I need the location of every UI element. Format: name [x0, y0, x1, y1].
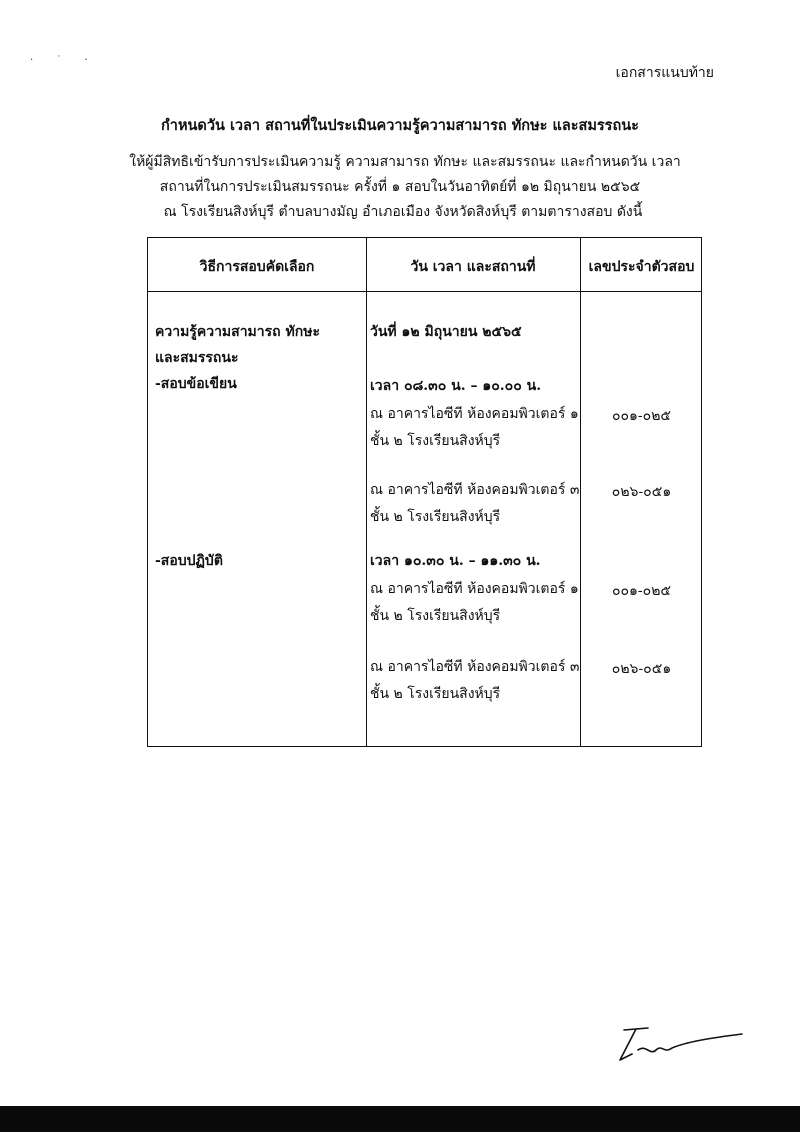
session1-room-a-floor: ชั้น ๒ โรงเรียนสิงห์บุรี — [370, 433, 501, 449]
header-divider — [148, 291, 701, 292]
intro-line-2: สถานที่ในการประเมินสมรรถนะ ครั้งที่ ๑ สอบในวันอาทิตย์ที่ ๑๒ มิถุนายน ๒๕๖๕ — [159, 179, 641, 195]
header-datetime-place: วัน เวลา และสถานที่ — [410, 259, 536, 275]
method-line-2: และสมรรถนะ — [155, 350, 239, 366]
session1-room-b-floor: ชั้น ๒ โรงเรียนสิงห์บุรี — [370, 509, 501, 525]
exam-date: วันที่ ๑๒ มิถุนายน ๒๕๖๕ — [370, 324, 522, 340]
session1-room-b-codes: ๐๒๖-๐๕๑ — [611, 484, 672, 500]
session2-time: เวลา ๑๐.๓๐ น. – ๑๑.๓๐ น. — [370, 553, 541, 569]
session1-room-b: ณ อาคารไอซีที ห้องคอมพิวเตอร์ ๓ — [370, 482, 580, 498]
exam-schedule-table — [147, 237, 702, 747]
attachment-label: เอกสารแนบท้าย — [615, 65, 714, 81]
scan-bottom-edge — [0, 1106, 800, 1132]
session2-room-b-floor: ชั้น ๒ โรงเรียนสิงห์บุรี — [370, 686, 501, 702]
handwritten-signature — [610, 1020, 750, 1070]
session1-room-a-codes: ๐๐๑-๐๒๕ — [611, 408, 672, 424]
column-divider — [366, 238, 367, 746]
session2-room-a-floor: ชั้น ๒ โรงเรียนสิงห์บุรี — [370, 608, 501, 624]
intro-line-1: ให้ผู้มีสิทธิเข้ารับการประเมินความรู้ ความสามารถ ทักษะ และสมรรถนะ และกำหนดวัน เวลา — [129, 154, 681, 170]
header-exam-id: เลขประจำตัวสอบ — [588, 259, 695, 275]
session1-room-a: ณ อาคารไอซีที ห้องคอมพิวเตอร์ ๑ — [370, 406, 579, 422]
session2-room-b-codes: ๐๒๖-๐๕๑ — [611, 661, 672, 677]
intro-paragraph — [0, 150, 800, 225]
method-practical: -สอบปฏิบัติ — [155, 553, 223, 569]
header-method: วิธีการสอบคัดเลือก — [199, 259, 315, 275]
document-title: กำหนดวัน เวลา สถานที่ในประเมินความรู้ความสามารถ ทักษะ และสมรรถนะ — [161, 117, 639, 134]
method-written: -สอบข้อเขียน — [155, 376, 237, 392]
session2-room-a: ณ อาคารไอซีที ห้องคอมพิวเตอร์ ๑ — [370, 581, 579, 597]
intro-line-3: ณ โรงเรียนสิงห์บุรี ตำบลบางมัญ อำเภอเมือง จังหวัดสิงห์บุรี ตามตารางสอบ ดังนี้ — [163, 204, 643, 220]
session2-room-b: ณ อาคารไอซีที ห้องคอมพิวเตอร์ ๓ — [370, 659, 580, 675]
session2-room-a-codes: ๐๐๑-๐๒๕ — [611, 583, 672, 599]
scan-specks: · ˙ · — [30, 55, 98, 66]
session1-time: เวลา ๐๘.๓๐ น. – ๑๐.๐๐ น. — [370, 378, 542, 394]
method-line-1: ความรู้ความสามารถ ทักษะ — [155, 324, 320, 340]
